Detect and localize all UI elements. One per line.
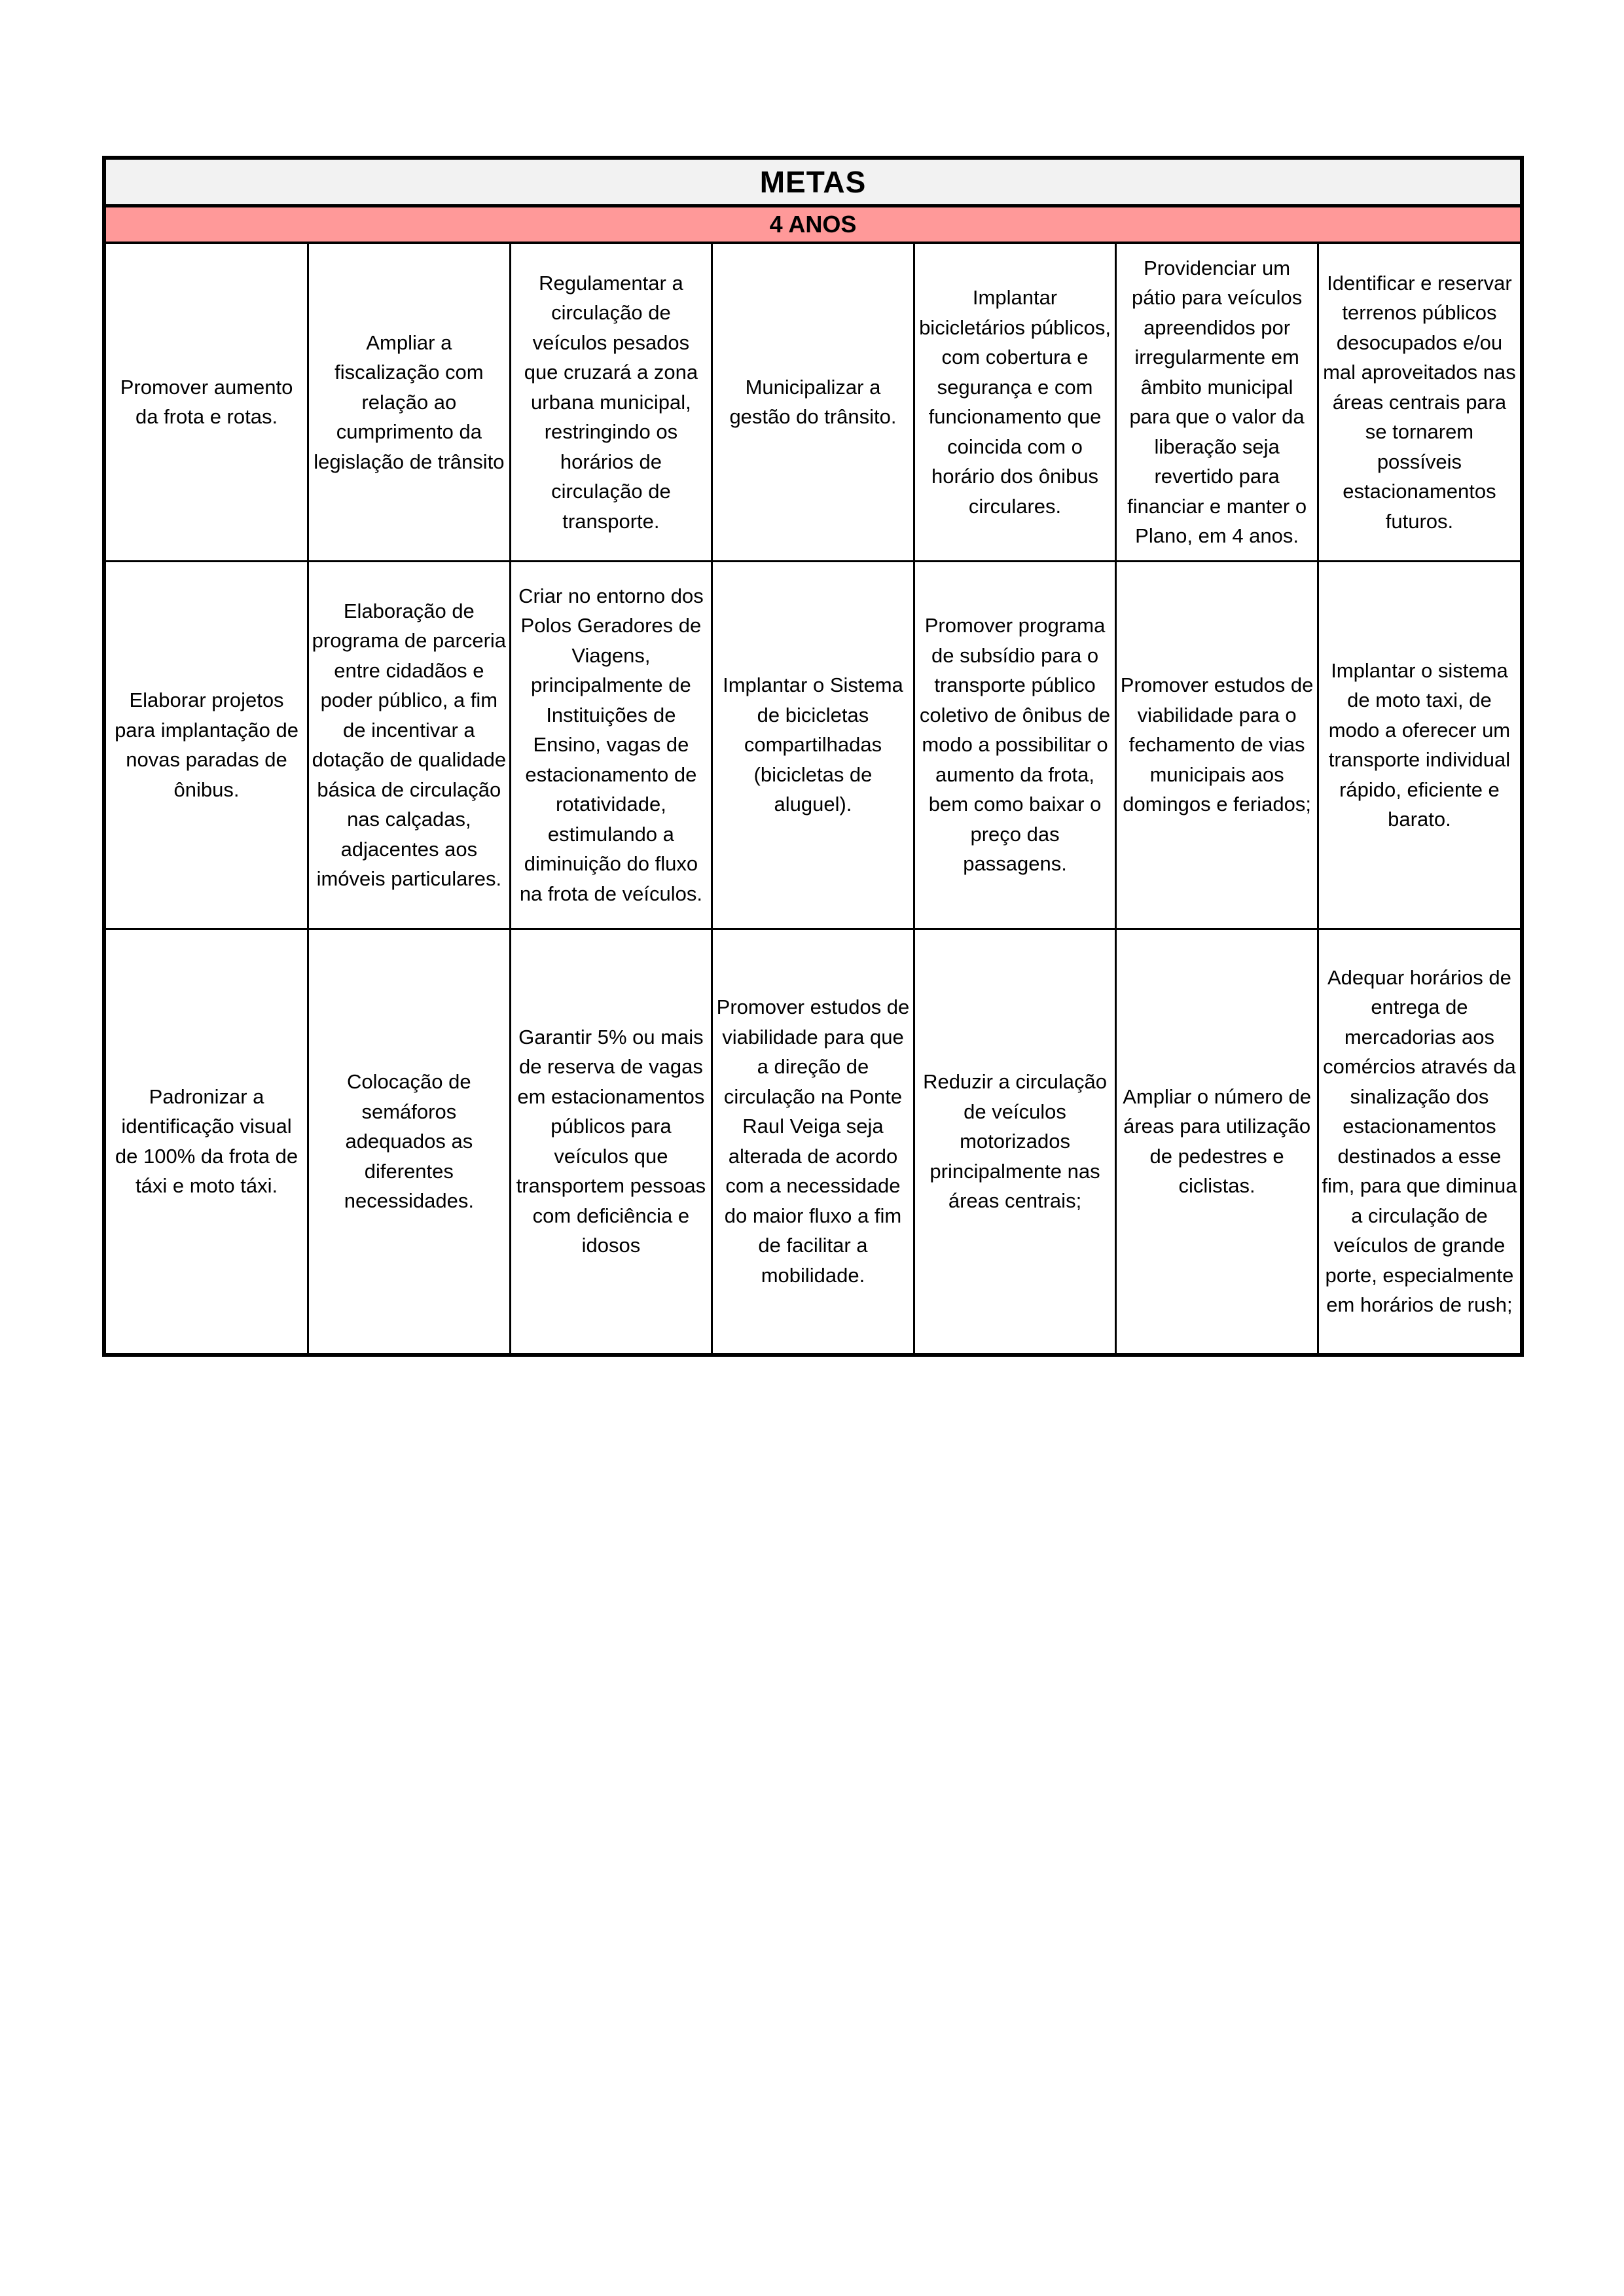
table-cell: Criar no entorno dos Polos Geradores de Viagens, principalmente de Instituições de Ensino, vagas de estacionamento de rotatividade, estimulando a diminuição do fluxo na frota de veículos. <box>510 561 712 929</box>
table-subtitle: 4 ANOS <box>106 207 1520 244</box>
table-cell: Implantar o sistema de moto taxi, de modo a oferecer um transporte individual rápido, eficiente e barato. <box>1318 561 1520 929</box>
table-cell: Padronizar a identificação visual de 100% da frota de táxi e moto táxi. <box>106 929 308 1353</box>
table-row <box>106 244 1520 561</box>
table-cell: Promover programa de subsídio para o transporte público coletivo de ônibus de modo a possibilitar o aumento da frota, bem como baixar o preço das passagens. <box>914 561 1116 929</box>
goals-table <box>102 156 1524 1357</box>
table-cell: Promover aumento da frota e rotas. <box>106 244 308 561</box>
table-cell: Municipalizar a gestão do trânsito. <box>712 244 914 561</box>
table-title: METAS <box>106 160 1520 207</box>
table-cell: Providenciar um pátio para veículos apreendidos por irregularmente em âmbito municipal para que o valor da liberação seja revertido para financiar e manter o Plano, em 4 anos. <box>1116 244 1318 561</box>
table-cell: Colocação de semáforos adequados as diferentes necessidades. <box>308 929 511 1353</box>
table-cell: Reduzir a circulação de veículos motorizados principalmente nas áreas centrais; <box>914 929 1116 1353</box>
table-cell: Promover estudos de viabilidade para o fechamento de vias municipais aos domingos e feriados; <box>1116 561 1318 929</box>
table-row <box>106 561 1520 929</box>
table-cell: Elaborar projetos para implantação de novas paradas de ônibus. <box>106 561 308 929</box>
goals-grid <box>106 244 1520 1353</box>
table-cell: Garantir 5% ou mais de reserva de vagas em estacionamentos públicos para veículos que transportem pessoas com deficiência e idosos <box>510 929 712 1353</box>
table-cell: Elaboração de programa de parceria entre cidadãos e poder público, a fim de incentivar a dotação de qualidade básica de circulação nas calçadas, adjacentes aos imóveis particulares. <box>308 561 511 929</box>
table-cell: Adequar horários de entrega de mercadorias aos comércios através da sinalização dos estacionamentos destinados a esse fim, para que diminua a circulação de veículos de grande porte, especialmente em horários de rush; <box>1318 929 1520 1353</box>
table-row <box>106 929 1520 1353</box>
table-cell: Identificar e reservar terrenos públicos desocupados e/ou mal aproveitados nas áreas centrais para se tornarem possíveis estacionamentos futuros. <box>1318 244 1520 561</box>
table-cell: Implantar bicicletários públicos, com cobertura e segurança e com funcionamento que coincida com o horário dos ônibus circulares. <box>914 244 1116 561</box>
table-cell: Regulamentar a circulação de veículos pesados que cruzará a zona urbana municipal, restringindo os horários de circulação de transporte. <box>510 244 712 561</box>
table-cell: Ampliar a fiscalização com relação ao cumprimento da legislação de trânsito <box>308 244 511 561</box>
table-cell: Ampliar o número de áreas para utilização de pedestres e ciclistas. <box>1116 929 1318 1353</box>
table-cell: Implantar o Sistema de bicicletas compartilhadas (bicicletas de aluguel). <box>712 561 914 929</box>
table-cell: Promover estudos de viabilidade para que a direção de circulação na Ponte Raul Veiga seja alterada de acordo com a necessidade do maior fluxo a fim de facilitar a mobilidade. <box>712 929 914 1353</box>
